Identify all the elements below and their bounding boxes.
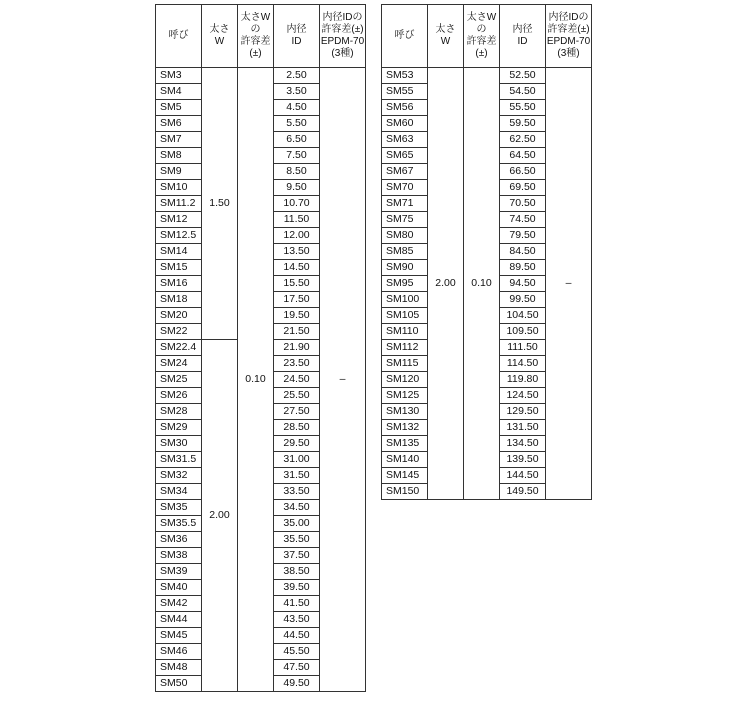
inner-diameter-cell: 13.50 xyxy=(274,244,320,260)
size-name-cell: SM4 xyxy=(156,84,202,100)
inner-diameter-cell: 33.50 xyxy=(274,484,320,500)
header-name: 呼び xyxy=(382,5,428,68)
inner-diameter-cell: 47.50 xyxy=(274,660,320,676)
inner-diameter-cell: 6.50 xyxy=(274,132,320,148)
inner-diameter-cell: 74.50 xyxy=(500,212,546,228)
inner-diameter-cell: 55.50 xyxy=(500,100,546,116)
size-name-cell: SM120 xyxy=(382,372,428,388)
inner-diameter-cell: 45.50 xyxy=(274,644,320,660)
inner-diameter-cell: 31.50 xyxy=(274,468,320,484)
inner-diameter-cell: 59.50 xyxy=(500,116,546,132)
width-tolerance-cell: 0.10 xyxy=(464,68,500,500)
inner-diameter-cell: 99.50 xyxy=(500,292,546,308)
size-name-cell: SM145 xyxy=(382,468,428,484)
inner-diameter-cell: 15.50 xyxy=(274,276,320,292)
width-cell: 2.00 xyxy=(202,340,238,692)
size-name-cell: SM110 xyxy=(382,324,428,340)
inner-diameter-cell: 17.50 xyxy=(274,292,320,308)
size-name-cell: SM26 xyxy=(156,388,202,404)
size-name-cell: SM125 xyxy=(382,388,428,404)
size-name-cell: SM30 xyxy=(156,436,202,452)
header-id-tolerance: 内径IDの 許容差(±) EPDM-70 (3種) xyxy=(546,5,592,68)
size-name-cell: SM18 xyxy=(156,292,202,308)
size-name-cell: SM12.5 xyxy=(156,228,202,244)
size-name-cell: SM67 xyxy=(382,164,428,180)
size-name-cell: SM65 xyxy=(382,148,428,164)
size-name-cell: SM85 xyxy=(382,244,428,260)
size-name-cell: SM112 xyxy=(382,340,428,356)
size-name-cell: SM29 xyxy=(156,420,202,436)
size-name-cell: SM140 xyxy=(382,452,428,468)
size-name-cell: SM135 xyxy=(382,436,428,452)
inner-diameter-cell: 94.50 xyxy=(500,276,546,292)
inner-diameter-cell: 4.50 xyxy=(274,100,320,116)
size-name-cell: SM150 xyxy=(382,484,428,500)
header-width-tolerance: 太さWの 許容差 (±) xyxy=(238,5,274,68)
size-name-cell: SM130 xyxy=(382,404,428,420)
inner-diameter-cell: 44.50 xyxy=(274,628,320,644)
size-name-cell: SM20 xyxy=(156,308,202,324)
table-row xyxy=(156,68,366,84)
size-name-cell: SM40 xyxy=(156,580,202,596)
size-name-cell: SM115 xyxy=(382,356,428,372)
size-name-cell: SM25 xyxy=(156,372,202,388)
size-table-left xyxy=(155,4,366,692)
inner-diameter-cell: 54.50 xyxy=(500,84,546,100)
inner-diameter-cell: 49.50 xyxy=(274,676,320,692)
size-name-cell: SM11.2 xyxy=(156,196,202,212)
inner-diameter-cell: 9.50 xyxy=(274,180,320,196)
size-name-cell: SM100 xyxy=(382,292,428,308)
size-name-cell: SM32 xyxy=(156,468,202,484)
size-name-cell: SM22 xyxy=(156,324,202,340)
inner-diameter-cell: 21.50 xyxy=(274,324,320,340)
inner-diameter-cell: 134.50 xyxy=(500,436,546,452)
size-name-cell: SM48 xyxy=(156,660,202,676)
size-name-cell: SM28 xyxy=(156,404,202,420)
size-name-cell: SM80 xyxy=(382,228,428,244)
size-name-cell: SM24 xyxy=(156,356,202,372)
inner-diameter-cell: 66.50 xyxy=(500,164,546,180)
id-tolerance-cell: – xyxy=(546,68,592,500)
inner-diameter-cell: 129.50 xyxy=(500,404,546,420)
size-name-cell: SM132 xyxy=(382,420,428,436)
inner-diameter-cell: 39.50 xyxy=(274,580,320,596)
size-table-right xyxy=(381,4,592,500)
size-name-cell: SM46 xyxy=(156,644,202,660)
inner-diameter-cell: 52.50 xyxy=(500,68,546,84)
size-name-cell: SM50 xyxy=(156,676,202,692)
inner-diameter-cell: 139.50 xyxy=(500,452,546,468)
size-name-cell: SM38 xyxy=(156,548,202,564)
size-name-cell: SM95 xyxy=(382,276,428,292)
inner-diameter-cell: 11.50 xyxy=(274,212,320,228)
header-name: 呼び xyxy=(156,5,202,68)
table-row xyxy=(382,68,592,84)
inner-diameter-cell: 35.00 xyxy=(274,516,320,532)
inner-diameter-cell: 31.00 xyxy=(274,452,320,468)
inner-diameter-cell: 19.50 xyxy=(274,308,320,324)
size-name-cell: SM10 xyxy=(156,180,202,196)
inner-diameter-cell: 2.50 xyxy=(274,68,320,84)
inner-diameter-cell: 109.50 xyxy=(500,324,546,340)
inner-diameter-cell: 43.50 xyxy=(274,612,320,628)
size-name-cell: SM75 xyxy=(382,212,428,228)
width-cell: 2.00 xyxy=(428,68,464,500)
size-name-cell: SM35 xyxy=(156,500,202,516)
inner-diameter-cell: 27.50 xyxy=(274,404,320,420)
size-name-cell: SM8 xyxy=(156,148,202,164)
inner-diameter-cell: 37.50 xyxy=(274,548,320,564)
size-name-cell: SM60 xyxy=(382,116,428,132)
size-name-cell: SM55 xyxy=(382,84,428,100)
inner-diameter-cell: 70.50 xyxy=(500,196,546,212)
size-name-cell: SM53 xyxy=(382,68,428,84)
inner-diameter-cell: 12.00 xyxy=(274,228,320,244)
table-header-row xyxy=(156,5,366,68)
size-name-cell: SM90 xyxy=(382,260,428,276)
size-name-cell: SM56 xyxy=(382,100,428,116)
width-cell: 1.50 xyxy=(202,68,238,340)
size-name-cell: SM31.5 xyxy=(156,452,202,468)
width-tolerance-cell: 0.10 xyxy=(238,68,274,692)
size-name-cell: SM5 xyxy=(156,100,202,116)
inner-diameter-cell: 144.50 xyxy=(500,468,546,484)
size-name-cell: SM42 xyxy=(156,596,202,612)
inner-diameter-cell: 14.50 xyxy=(274,260,320,276)
inner-diameter-cell: 3.50 xyxy=(274,84,320,100)
size-name-cell: SM39 xyxy=(156,564,202,580)
inner-diameter-cell: 25.50 xyxy=(274,388,320,404)
inner-diameter-cell: 8.50 xyxy=(274,164,320,180)
inner-diameter-cell: 62.50 xyxy=(500,132,546,148)
size-name-cell: SM16 xyxy=(156,276,202,292)
size-name-cell: SM15 xyxy=(156,260,202,276)
inner-diameter-cell: 69.50 xyxy=(500,180,546,196)
inner-diameter-cell: 24.50 xyxy=(274,372,320,388)
size-name-cell: SM12 xyxy=(156,212,202,228)
inner-diameter-cell: 29.50 xyxy=(274,436,320,452)
size-name-cell: SM63 xyxy=(382,132,428,148)
size-name-cell: SM45 xyxy=(156,628,202,644)
size-name-cell: SM44 xyxy=(156,612,202,628)
size-name-cell: SM105 xyxy=(382,308,428,324)
inner-diameter-cell: 84.50 xyxy=(500,244,546,260)
header-width-tolerance: 太さWの 許容差 (±) xyxy=(464,5,500,68)
inner-diameter-cell: 35.50 xyxy=(274,532,320,548)
header-id-tolerance: 内径IDの 許容差(±) EPDM-70 (3種) xyxy=(320,5,366,68)
size-name-cell: SM35.5 xyxy=(156,516,202,532)
inner-diameter-cell: 21.90 xyxy=(274,340,320,356)
size-name-cell: SM71 xyxy=(382,196,428,212)
size-name-cell: SM3 xyxy=(156,68,202,84)
inner-diameter-cell: 5.50 xyxy=(274,116,320,132)
inner-diameter-cell: 28.50 xyxy=(274,420,320,436)
inner-diameter-cell: 104.50 xyxy=(500,308,546,324)
header-width: 太さ W xyxy=(202,5,238,68)
size-name-cell: SM70 xyxy=(382,180,428,196)
size-name-cell: SM14 xyxy=(156,244,202,260)
header-inner-diameter: 内径 ID xyxy=(500,5,546,68)
inner-diameter-cell: 89.50 xyxy=(500,260,546,276)
inner-diameter-cell: 34.50 xyxy=(274,500,320,516)
inner-diameter-cell: 79.50 xyxy=(500,228,546,244)
header-width: 太さ W xyxy=(428,5,464,68)
inner-diameter-cell: 23.50 xyxy=(274,356,320,372)
inner-diameter-cell: 41.50 xyxy=(274,596,320,612)
inner-diameter-cell: 7.50 xyxy=(274,148,320,164)
size-name-cell: SM36 xyxy=(156,532,202,548)
inner-diameter-cell: 131.50 xyxy=(500,420,546,436)
inner-diameter-cell: 10.70 xyxy=(274,196,320,212)
inner-diameter-cell: 38.50 xyxy=(274,564,320,580)
table-header-row xyxy=(382,5,592,68)
inner-diameter-cell: 124.50 xyxy=(500,388,546,404)
size-name-cell: SM34 xyxy=(156,484,202,500)
inner-diameter-cell: 149.50 xyxy=(500,484,546,500)
header-inner-diameter: 内径 ID xyxy=(274,5,320,68)
id-tolerance-cell: – xyxy=(320,68,366,692)
size-name-cell: SM9 xyxy=(156,164,202,180)
size-name-cell: SM7 xyxy=(156,132,202,148)
size-name-cell: SM6 xyxy=(156,116,202,132)
size-name-cell: SM22.4 xyxy=(156,340,202,356)
inner-diameter-cell: 119.80 xyxy=(500,372,546,388)
inner-diameter-cell: 114.50 xyxy=(500,356,546,372)
inner-diameter-cell: 64.50 xyxy=(500,148,546,164)
inner-diameter-cell: 111.50 xyxy=(500,340,546,356)
